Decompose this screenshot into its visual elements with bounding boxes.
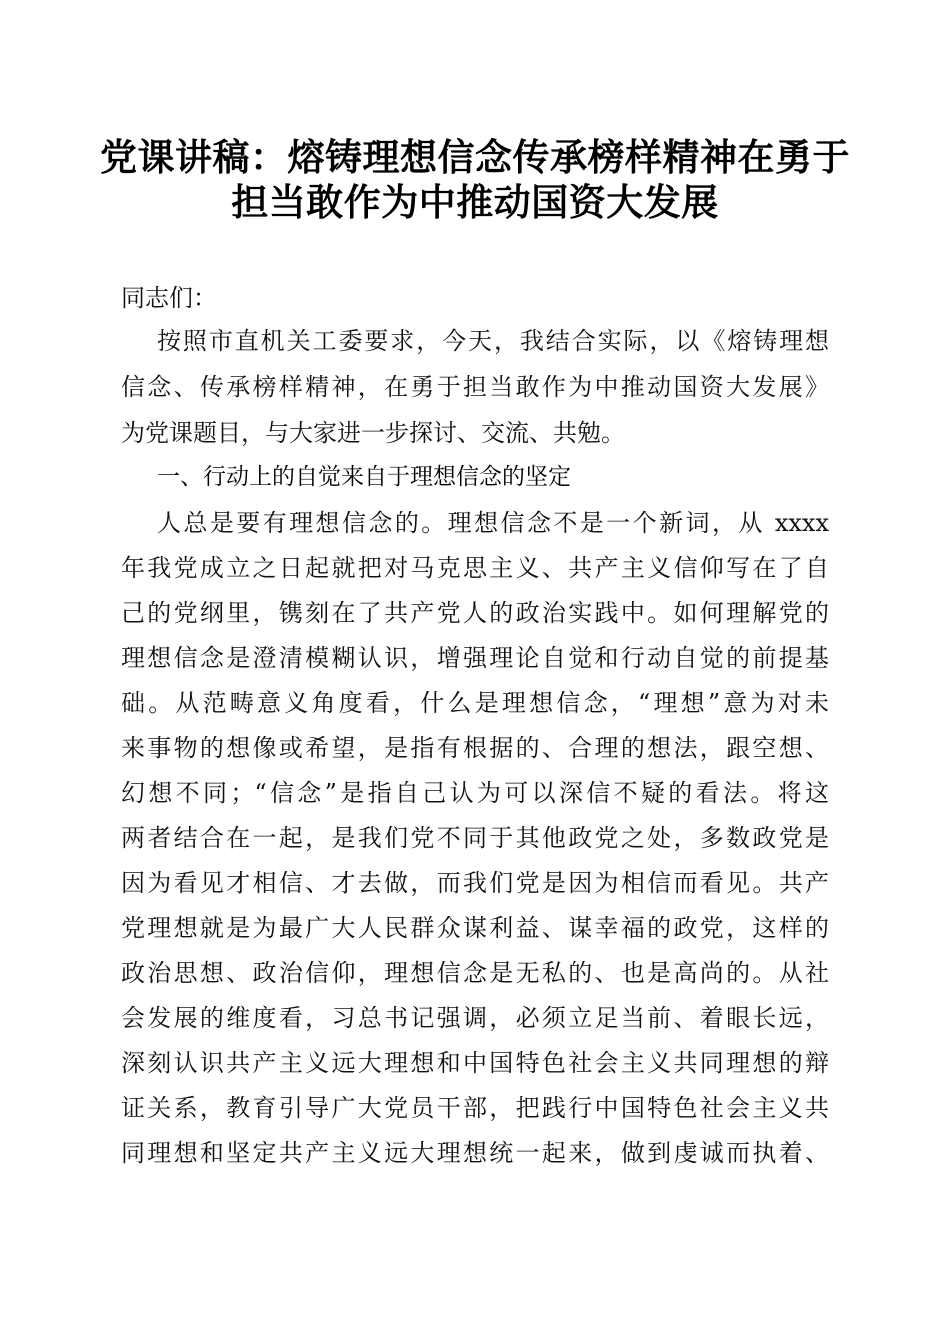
body-line: 证关系，教育引导广大党员干部，把践行中国特色社会主义共 <box>121 1094 829 1122</box>
document-title-line-1: 党课讲稿：熔铸理想信念传承榜样精神在勇于 <box>100 135 850 179</box>
body-line: 来事物的想像或希望，是指有根据的、合理的想法，跟空想、 <box>121 734 829 762</box>
body-line: 己的党纲里，镌刻在了共产党人的政治实践中。如何理解党的 <box>121 599 829 627</box>
body-line: 同理想和坚定共产主义远大理想统一起来，做到虔诚而执着、 <box>121 1139 829 1167</box>
body-line: 深刻认识共产主义远大理想和中国特色社会主义共同理想的辩 <box>121 1049 829 1077</box>
intro-line: 信念、传承榜样精神，在勇于担当敢作为中推动国资大发展》 <box>121 373 829 401</box>
document-title-line-2: 担当敢作为中推动国资大发展 <box>231 180 719 224</box>
body-line: 会发展的维度看，习总书记强调，必须立足当前、着眼长远， <box>121 1004 829 1032</box>
body-line: 础。从范畴意义角度看，什么是理想信念，“理想”意为对未 <box>121 689 829 717</box>
body-line: 人总是要有理想信念的。理想信念不是一个新词，从 xxxx <box>157 509 829 537</box>
body-line: 政治思想、政治信仰，理想信念是无私的、也是高尚的。从社 <box>121 959 829 987</box>
body-line: 党理想就是为最广大人民群众谋利益、谋幸福的政党，这样的 <box>121 914 829 942</box>
intro-line: 按照市直机关工委要求，今天，我结合实际，以《熔铸理想 <box>157 327 829 355</box>
body-line: 因为看见才相信、才去做，而我们党是因为相信而看见。共产 <box>121 869 829 897</box>
section-heading: 一、行动上的自觉来自于理想信念的坚定 <box>157 464 571 490</box>
salutation: 同志们： <box>121 284 217 312</box>
body-line: 理想信念是澄清模糊认识，增强理论自觉和行动自觉的前提基 <box>121 644 829 672</box>
body-line: 年我党成立之日起就把对马克思主义、共产主义信仰写在了自 <box>121 554 829 582</box>
body-line: 两者结合在一起，是我们党不同于其他政党之处，多数政党是 <box>121 824 829 852</box>
body-line: 幻想不同；“信念”是指自己认为可以深信不疑的看法。将这 <box>121 779 829 807</box>
intro-line: 为党课题目，与大家进一步探讨、交流、共勉。 <box>121 419 625 447</box>
